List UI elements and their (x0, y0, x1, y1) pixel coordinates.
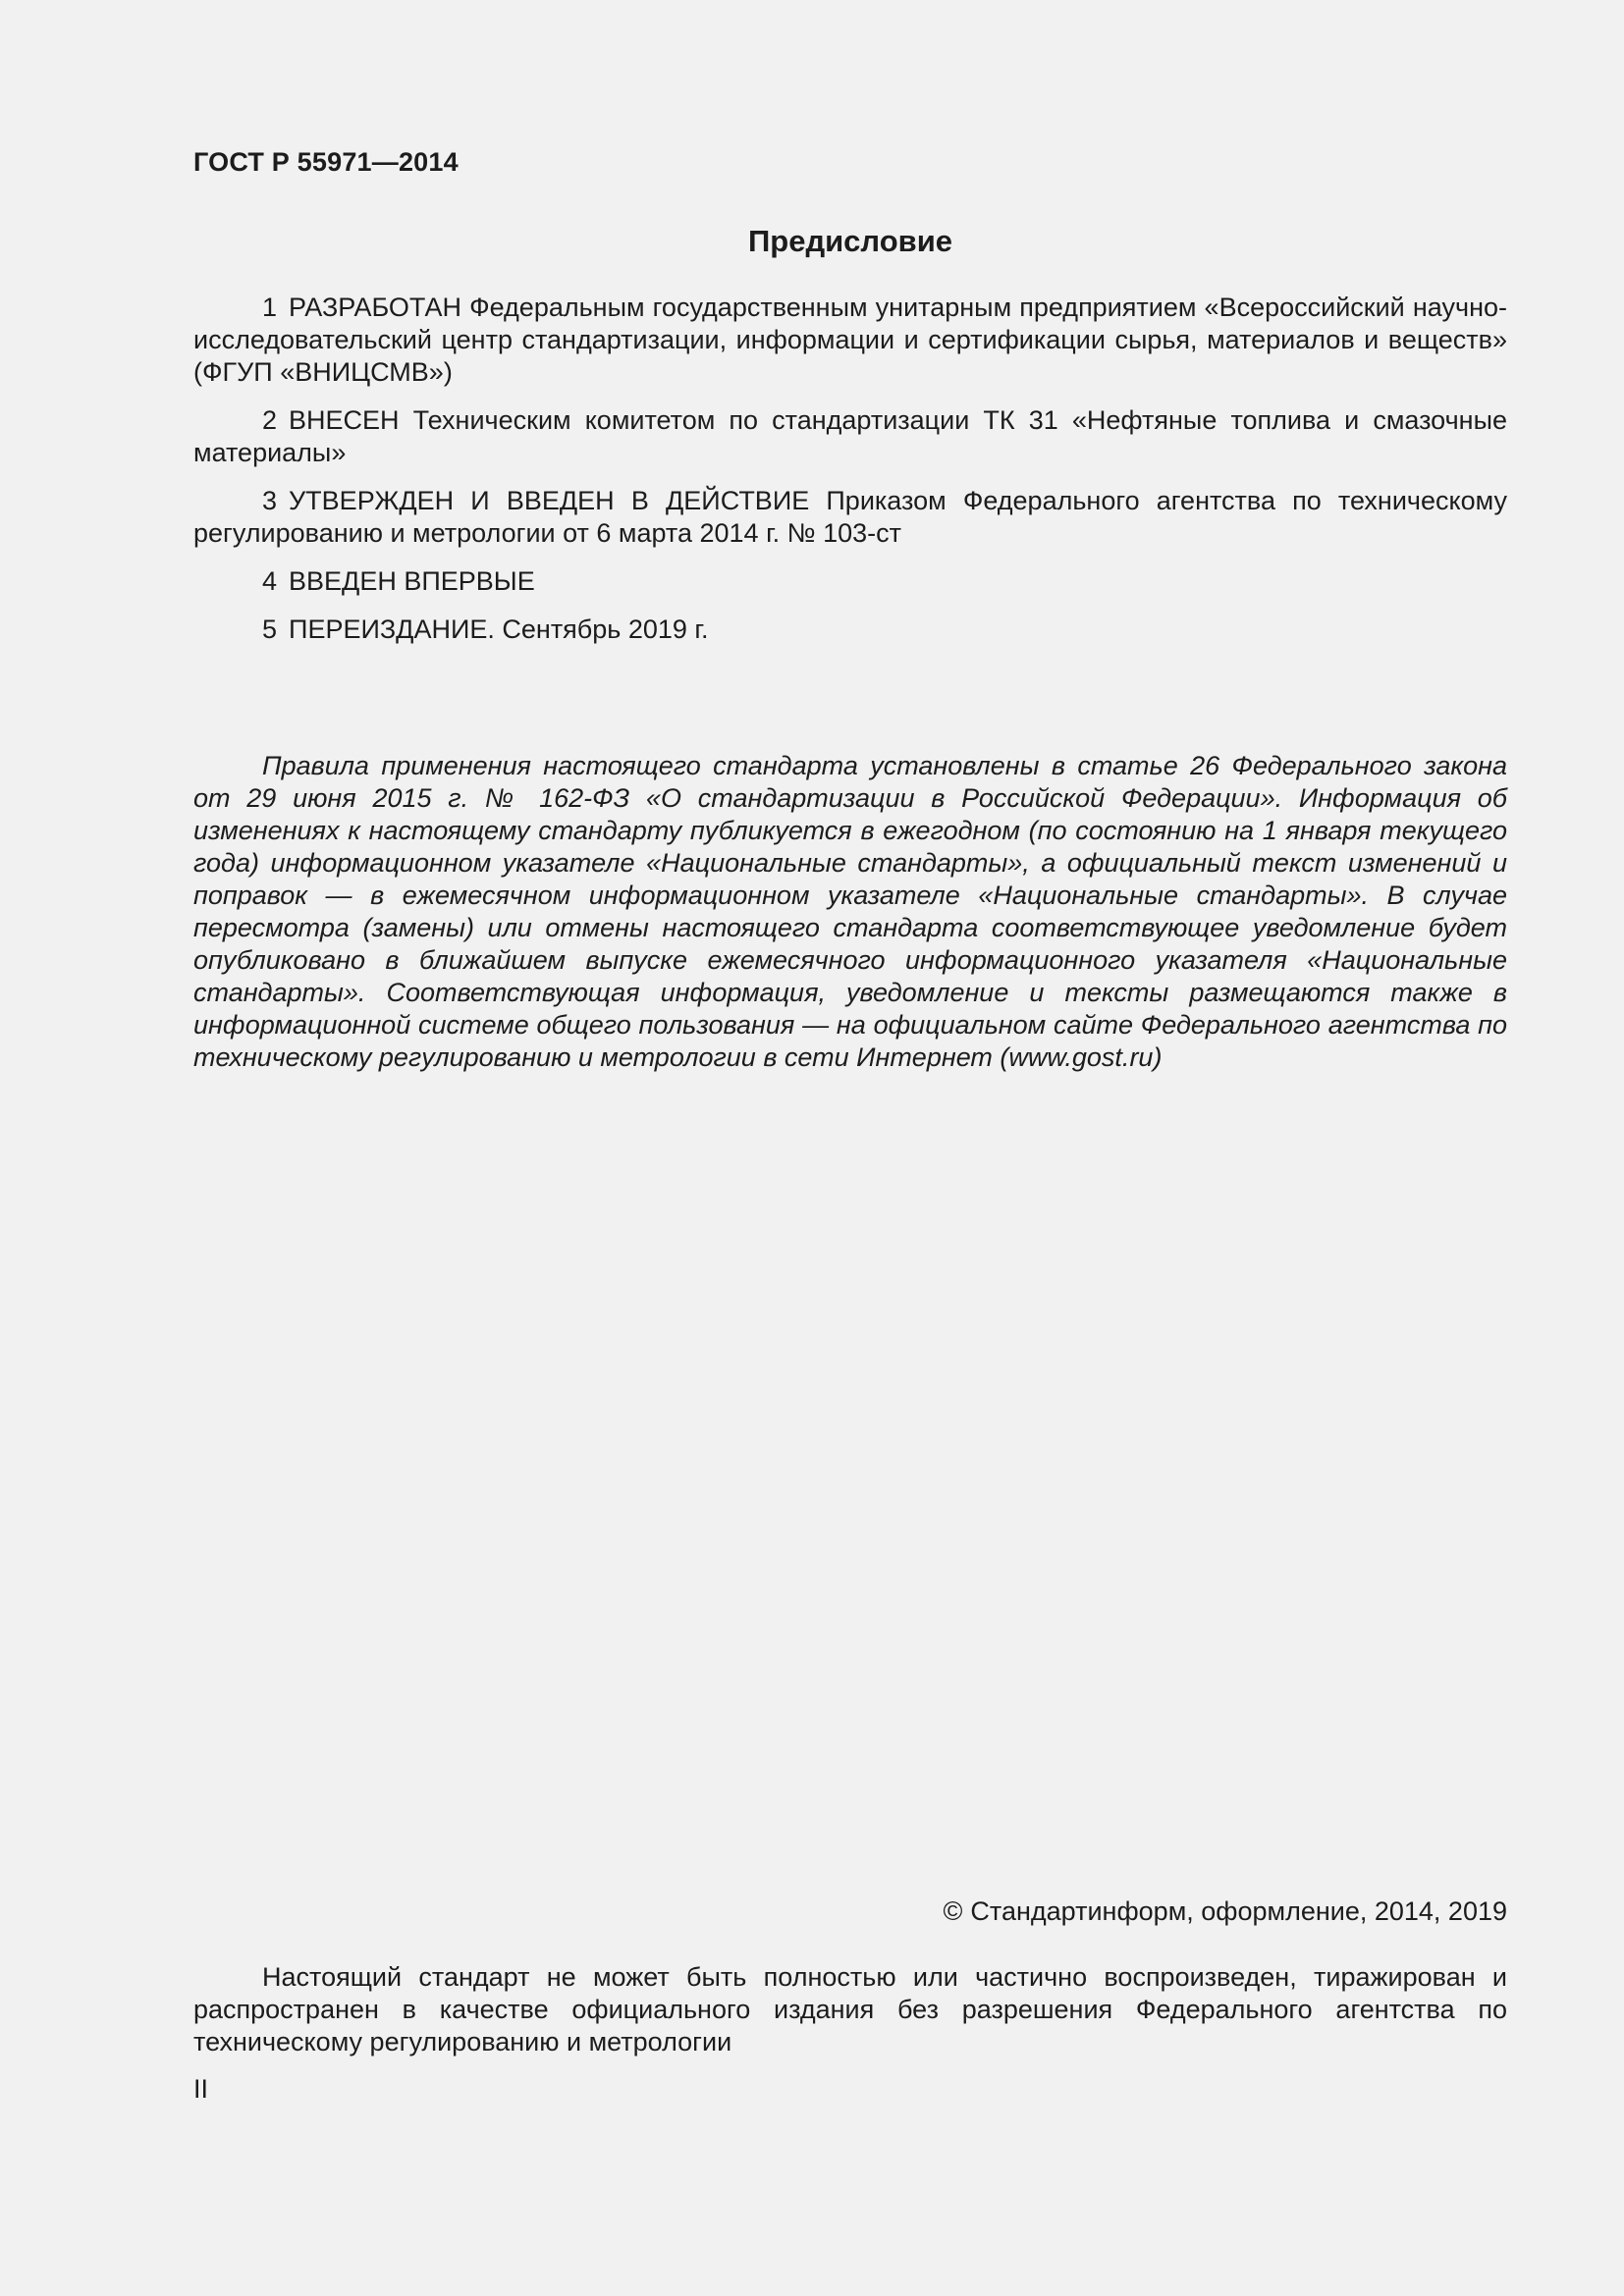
item-number: 1 (262, 293, 278, 322)
foreword-item (193, 565, 1507, 598)
foreword-item (193, 292, 1507, 389)
foreword-item (193, 485, 1507, 550)
foreword-items (193, 292, 1507, 662)
item-text: УТВЕРЖДЕН И ВВЕДЕН В ДЕЙСТВИЕ Приказом Федерального агентства по техническому регулированию и метрологии от 6 марта 2014 г. № 103-ст (193, 486, 1507, 548)
item-number: 4 (262, 566, 278, 596)
foreword-item (193, 614, 1507, 646)
item-text: ПЕРЕИЗДАНИЕ. Сентябрь 2019 г. (289, 614, 709, 644)
page-title: Предисловие (747, 224, 952, 258)
standard-application-notice: Правила применения настоящего стандарта установлены в статье 26 Федерального закона от 29 июня 2015 г. № 162-ФЗ «О стандартизации в Российской Федерации». Информация об изменениях к настоящему стандарту публикуется в ежегодном (по состоянию на 1 января текущего года) информационном указателе «Национальные стандарты», а официальный текст изменений и поправок — в ежемесячном информационном указателе «Национальные стандарты». В случае пересмотра (замены) или отмены настоящего стандарта соответствующее уведомление будет опубликовано в ближайшем выпуске ежемесячного информационного указателя «Национальные стандарты». Соответствующая информация, уведомление и тексты размещаются также в информационной системе общего пользования — на официальном сайте Федерального агентства по техническому регулированию и метрологии в сети Интернет (www.gost.ru) (193, 751, 1507, 1072)
item-number: 3 (262, 486, 278, 515)
page-number: II (193, 2074, 209, 2104)
item-text: РАЗРАБОТАН Федеральным государственным унитарным предприятием «Всероссийский научно-исследовательский центр стандартизации, информации и сертификации сырья, материалов и веществ» (ФГУП «ВНИЦСМВ») (193, 293, 1507, 387)
copyright-text: Стандартинформ, оформление, 2014, 2019 (970, 1896, 1507, 1926)
copyright-icon: © (943, 1896, 963, 1926)
reproduction-restriction: Настоящий стандарт не может быть полностью или частично воспроизведен, тиражирован и распространен в качестве официального издания без разрешения Федерального агентства по техническому регулированию и метрологии (193, 1962, 1507, 2056)
item-number: 5 (262, 614, 278, 644)
document-code: ГОСТ Р 55971—2014 (193, 147, 459, 177)
item-text: ВВЕДЕН ВПЕРВЫЕ (289, 566, 535, 596)
item-text: ВНЕСЕН Техническим комитетом по стандартизации ТК 31 «Нефтяные топлива и смазочные материалы» (193, 405, 1507, 467)
item-number: 2 (262, 405, 278, 435)
copyright-line (944, 1896, 1508, 1927)
foreword-item (193, 404, 1507, 469)
